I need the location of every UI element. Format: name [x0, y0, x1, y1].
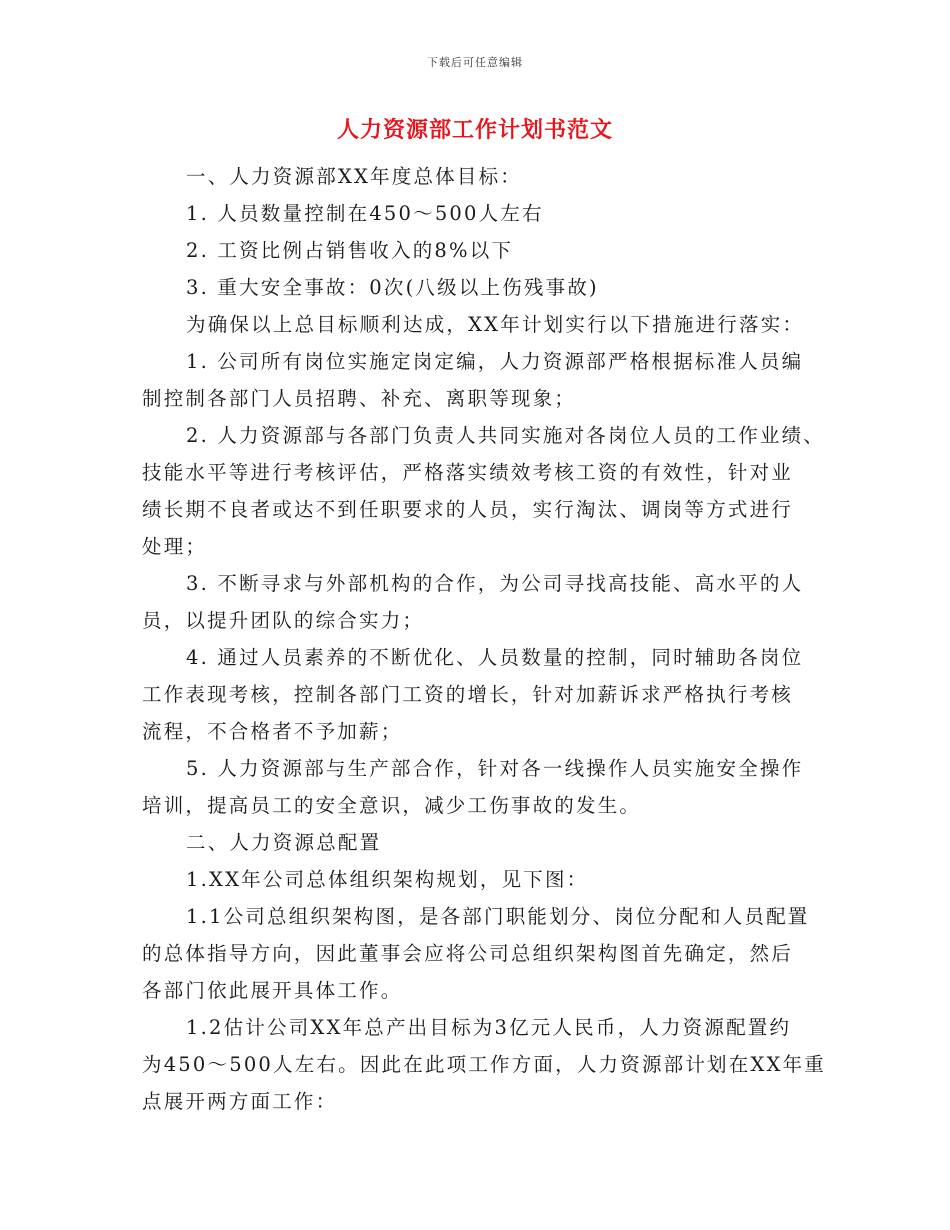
body-line: 3. 不断寻求与外部机构的合作，为公司寻找高技能、高水平的人 [186, 572, 804, 595]
body-line: 1. 公司所有岗位实施定岗定编，人力资源部严格根据标准人员编 [186, 350, 804, 373]
body-line: 1.2估计公司XX年总产出目标为3亿元人民币，人力资源配置约 [186, 1016, 792, 1039]
body-line: 4. 通过人员素养的不断优化、人员数量的控制，同时辅助各岗位 [186, 646, 804, 669]
body-line: 技能水平等进行考核评估，严格落实绩效考核工资的有效性，针对业 [142, 461, 794, 484]
body-line: 的总体指导方向，因此董事会应将公司总组织架构图首先确定，然后 [142, 942, 794, 965]
body-line: 绩长期不良者或达不到任职要求的人员，实行淘汰、调岗等方式进行 [142, 498, 794, 521]
body-line: 1.1公司总组织架构图，是各部门职能划分、岗位分配和人员配置 [186, 905, 810, 928]
body-line: 1. 人员数量控制在450～500人左右 [186, 202, 544, 225]
body-line: 工作表现考核，控制各部门工资的增长，针对加薪诉求严格执行考核 [142, 683, 794, 706]
body-line: 流程，不合格者不予加薪； [142, 720, 403, 743]
body-line: 二、人力资源总配置 [186, 831, 382, 854]
document-body [142, 158, 827, 1120]
body-line: 5. 人力资源部与生产部合作，针对各一线操作人员实施安全操作 [186, 757, 804, 780]
body-line: 为确保以上总目标顺利达成，XX年计划实行以下措施进行落实： [186, 313, 805, 336]
document-title: 人力资源部工作计划书范文 [336, 117, 613, 143]
body-line: 处理； [142, 535, 208, 558]
body-line: 2. 人力资源部与各部门负责人共同实施对各岗位人员的工作业绩、 [186, 424, 826, 447]
body-line: 培训，提高员工的安全意识，减少工伤事故的发生。 [142, 794, 642, 817]
body-line: 制控制各部门人员招聘、补充、离职等现象； [142, 387, 577, 410]
body-line: 为450～500人左右。因此在此项工作方面，人力资源部计划在XX年重 [142, 1053, 827, 1076]
body-line: 2. 工资比例占销售收入的8%以下 [186, 239, 514, 262]
page-header: 下载后可任意编辑 [427, 56, 523, 69]
body-line: 各部门依此展开具体工作。 [142, 979, 403, 1002]
body-line: 一、人力资源部XX年度总体目标： [186, 165, 522, 188]
body-line: 员，以提升团队的综合实力； [142, 609, 425, 632]
body-line: 点展开两方面工作： [142, 1090, 338, 1113]
body-line: 1.XX年公司总体组织架构规划，见下图： [186, 868, 589, 891]
body-line: 3. 重大安全事故：0次(八级以上伤残事故) [186, 276, 599, 299]
